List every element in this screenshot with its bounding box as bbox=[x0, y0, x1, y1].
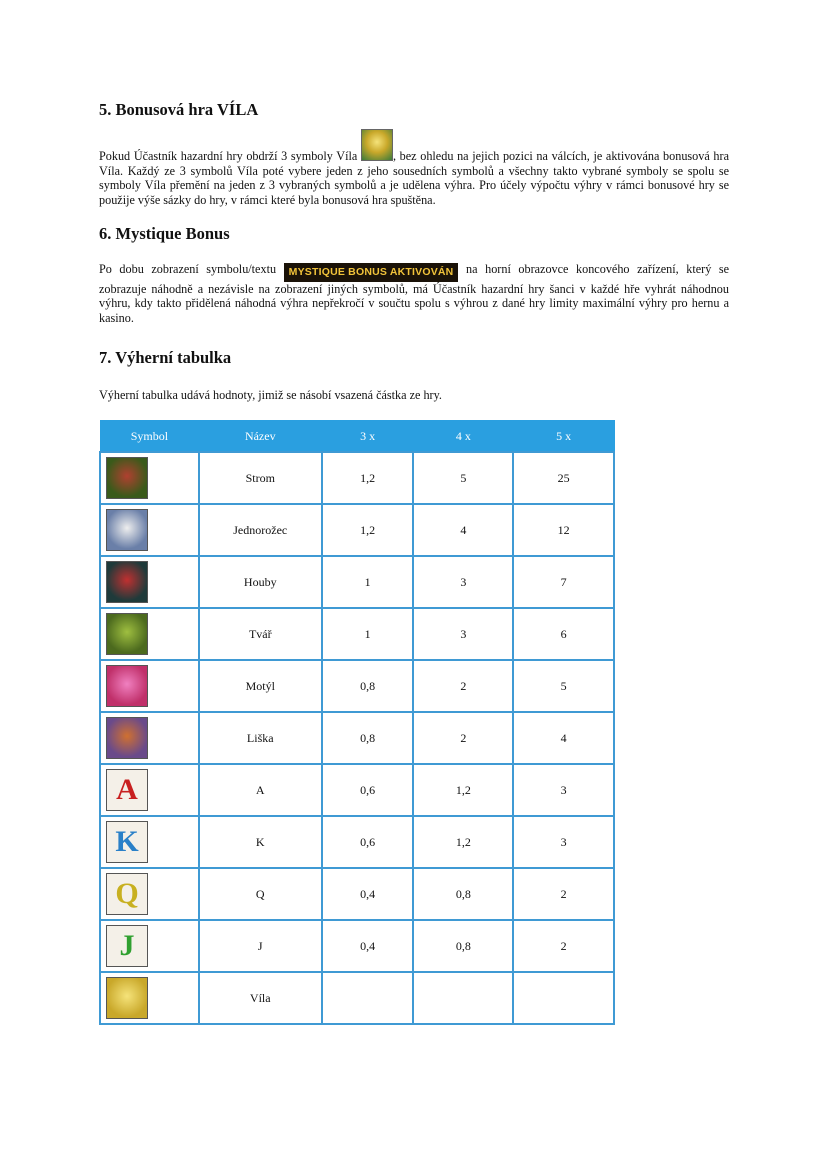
payout-4x: 1,2 bbox=[413, 816, 513, 868]
payout-5x: 6 bbox=[513, 608, 614, 660]
section-5-text-end: , bez ohledu na jejich pozici na válcích, je aktivována bonusová hra Víla. Každý ze 3 symbolů Víla poté vybere jeden z jeho sousedních symbolů a všechny takto vybrané symboly se spolu se symboly Víla přemění na jeden z 3 vybraných symbolů a je udělena výhra. Pro účely výpočtu výhry v rámci bonusové hry se použije výše sázky do hry, v rámci které byla bonusová hra spuštěna. bbox=[99, 149, 729, 207]
payout-3x: 1,2 bbox=[322, 504, 414, 556]
header-symbol: Symbol bbox=[100, 421, 199, 453]
payout-4x: 3 bbox=[413, 556, 513, 608]
paytable-header bbox=[100, 421, 614, 453]
section-5-text bbox=[99, 129, 729, 207]
letter-k-symbol-icon: K bbox=[106, 821, 148, 863]
payout-5x bbox=[513, 972, 614, 1024]
section-7-title: 7. Výherní tabulka bbox=[99, 348, 232, 367]
payout-3x: 1 bbox=[322, 556, 414, 608]
symbol-name: Q bbox=[199, 868, 322, 920]
payout-4x: 2 bbox=[413, 712, 513, 764]
table-row bbox=[100, 608, 614, 660]
symbol-cell bbox=[100, 608, 199, 660]
payout-5x: 4 bbox=[513, 712, 614, 764]
table-row bbox=[100, 816, 614, 868]
symbol-name: Tvář bbox=[199, 608, 322, 660]
table-row bbox=[100, 972, 614, 1024]
payout-5x: 3 bbox=[513, 816, 614, 868]
payout-5x: 25 bbox=[513, 452, 614, 504]
paytable bbox=[99, 420, 615, 1025]
payout-3x: 0,4 bbox=[322, 868, 414, 920]
mystique-bonus-badge: MYSTIQUE BONUS AKTIVOVÁN bbox=[284, 263, 459, 282]
table-row bbox=[100, 712, 614, 764]
payout-5x: 3 bbox=[513, 764, 614, 816]
symbol-name: A bbox=[199, 764, 322, 816]
tree-symbol-icon bbox=[106, 457, 148, 499]
payout-3x: 0,4 bbox=[322, 920, 414, 972]
payout-5x: 7 bbox=[513, 556, 614, 608]
symbol-name: Motýl bbox=[199, 660, 322, 712]
letter-a-symbol-icon: A bbox=[106, 769, 148, 811]
header-5x: 5 x bbox=[513, 421, 614, 453]
symbol-cell bbox=[100, 972, 199, 1024]
fairy-symbol-icon bbox=[106, 977, 148, 1019]
section-5-title: 5. Bonusová hra VÍLA bbox=[99, 100, 259, 119]
butterfly-symbol-icon bbox=[106, 665, 148, 707]
fairy-symbol-icon bbox=[361, 129, 393, 161]
section-6-text bbox=[99, 262, 729, 325]
payout-4x: 3 bbox=[413, 608, 513, 660]
symbol-name: Jednorožec bbox=[199, 504, 322, 556]
table-row bbox=[100, 452, 614, 504]
fox-symbol-icon bbox=[106, 717, 148, 759]
payout-3x: 1,2 bbox=[322, 452, 414, 504]
symbol-cell bbox=[100, 452, 199, 504]
header-name: Název bbox=[199, 421, 322, 453]
table-row bbox=[100, 868, 614, 920]
table-row bbox=[100, 504, 614, 556]
payout-4x: 2 bbox=[413, 660, 513, 712]
section-6-text-start: Po dobu zobrazení symbolu/textu bbox=[99, 262, 284, 276]
symbol-cell bbox=[100, 764, 199, 816]
symbol-name: J bbox=[199, 920, 322, 972]
payout-4x: 1,2 bbox=[413, 764, 513, 816]
symbol-name: Strom bbox=[199, 452, 322, 504]
header-3x: 3 x bbox=[322, 421, 414, 453]
symbol-cell bbox=[100, 712, 199, 764]
payout-5x: 12 bbox=[513, 504, 614, 556]
payout-5x: 2 bbox=[513, 868, 614, 920]
payout-4x: 0,8 bbox=[413, 920, 513, 972]
symbol-name: Houby bbox=[199, 556, 322, 608]
face-symbol-icon bbox=[106, 613, 148, 655]
symbol-name: Víla bbox=[199, 972, 322, 1024]
payout-3x bbox=[322, 972, 414, 1024]
table-row bbox=[100, 764, 614, 816]
payout-4x: 4 bbox=[413, 504, 513, 556]
payout-4x: 5 bbox=[413, 452, 513, 504]
symbol-cell bbox=[100, 920, 199, 972]
symbol-name: Liška bbox=[199, 712, 322, 764]
section-6-text-end: na horní obrazovce koncového zařízení, který se zobrazuje náhodně a nezávisle na zobrazení jiných symbolů, má Účastník hazardní hry šanci v každé hře vyhrát náhodnou výhru, kdy takto přidělená náhodná výhra nepřekročí v součtu spolu s výhrou z dané hry limity maximální výhry pro hernu a kasino. bbox=[99, 262, 730, 325]
payout-3x: 0,8 bbox=[322, 712, 414, 764]
header-4x: 4 x bbox=[413, 421, 513, 453]
payout-5x: 2 bbox=[513, 920, 614, 972]
payout-3x: 0,8 bbox=[322, 660, 414, 712]
symbol-cell bbox=[100, 816, 199, 868]
payout-3x: 0,6 bbox=[322, 816, 414, 868]
section-6-title: 6. Mystique Bonus bbox=[99, 224, 230, 243]
letter-j-symbol-icon: J bbox=[106, 925, 148, 967]
section-5-text-start: Pokud Účastník hazardní hry obdrží 3 symboly Víla bbox=[99, 149, 361, 163]
symbol-cell bbox=[100, 660, 199, 712]
letter-q-symbol-icon: Q bbox=[106, 873, 148, 915]
payout-5x: 5 bbox=[513, 660, 614, 712]
payout-4x bbox=[413, 972, 513, 1024]
symbol-cell bbox=[100, 504, 199, 556]
symbol-cell bbox=[100, 868, 199, 920]
table-row bbox=[100, 660, 614, 712]
payout-4x: 0,8 bbox=[413, 868, 513, 920]
payout-3x: 0,6 bbox=[322, 764, 414, 816]
table-row bbox=[100, 920, 614, 972]
symbol-name: K bbox=[199, 816, 322, 868]
payout-3x: 1 bbox=[322, 608, 414, 660]
mushrooms-symbol-icon bbox=[106, 561, 148, 603]
section-7-intro: Výherní tabulka udává hodnoty, jimiž se násobí vsazená částka ze hry. bbox=[99, 388, 442, 402]
symbol-cell bbox=[100, 556, 199, 608]
unicorn-symbol-icon bbox=[106, 509, 148, 551]
table-row bbox=[100, 556, 614, 608]
